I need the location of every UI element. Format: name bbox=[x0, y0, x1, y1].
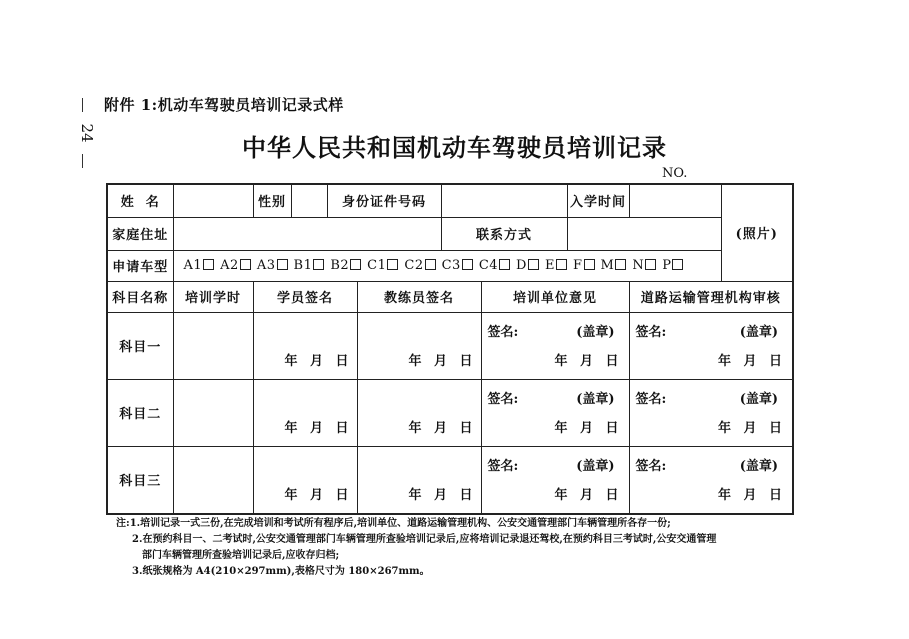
subject-2-student-sign[interactable]: 年 月 日 bbox=[253, 379, 357, 446]
subject-3-school-opinion[interactable] bbox=[481, 446, 629, 514]
record-number-label: NO. bbox=[662, 166, 688, 181]
sign-label: 签名: bbox=[487, 391, 519, 407]
car-type-b2-checkbox[interactable] bbox=[350, 259, 361, 270]
car-type-f-label: F bbox=[572, 258, 583, 273]
car-type-c4-label: C4 bbox=[478, 258, 499, 273]
header-authority-review: 道路运输管理机构审核 bbox=[629, 281, 793, 312]
subject-3-label: 科目三 bbox=[107, 446, 173, 514]
side-dash-top bbox=[82, 98, 83, 112]
car-type-c4-checkbox[interactable] bbox=[499, 259, 510, 270]
subject-row-1 bbox=[107, 312, 793, 379]
date-label: 年 月 日 bbox=[717, 353, 783, 369]
date-label: 年 月 日 bbox=[554, 353, 619, 369]
enroll-date-label: 入学时间 bbox=[567, 184, 629, 217]
subject-row-3 bbox=[107, 446, 793, 514]
car-type-d-checkbox[interactable] bbox=[528, 259, 539, 270]
car-type-c1-label: C1 bbox=[367, 258, 387, 273]
car-type-p-label: P bbox=[662, 258, 672, 273]
car-type-m-label: M bbox=[600, 258, 615, 273]
stamp-label: (盖章) bbox=[739, 458, 779, 474]
header-student-signature: 学员签名 bbox=[253, 281, 357, 312]
subject-row-2 bbox=[107, 379, 793, 446]
date-label: 年 月 日 bbox=[554, 487, 619, 503]
car-type-p-checkbox[interactable] bbox=[672, 259, 683, 270]
date-label: 年 月 日 bbox=[717, 487, 783, 503]
car-type-b2-label: B2 bbox=[330, 258, 350, 273]
note-2-continued: 部门车辆管理所查验培训记录后,应收存归档; bbox=[142, 550, 340, 561]
training-record-table bbox=[106, 183, 794, 515]
sign-label: 签名: bbox=[487, 324, 519, 340]
enroll-date-field[interactable] bbox=[629, 184, 721, 217]
gender-label: 性别 bbox=[253, 184, 291, 217]
page-number: 24 bbox=[78, 123, 96, 143]
name-field[interactable] bbox=[173, 184, 253, 217]
car-type-n-checkbox[interactable] bbox=[645, 259, 656, 270]
stamp-label: (盖章) bbox=[739, 391, 779, 407]
subject-3-authority-review[interactable] bbox=[629, 446, 793, 514]
footnotes bbox=[116, 516, 716, 580]
car-type-c2-checkbox[interactable] bbox=[425, 259, 436, 270]
subject-2-authority-review[interactable] bbox=[629, 379, 793, 446]
subject-3-coach-sign[interactable]: 年 月 日 bbox=[357, 446, 481, 514]
car-type-n-label: N bbox=[632, 258, 645, 273]
sign-label: 签名: bbox=[635, 458, 667, 474]
attachment-label: 附件 1:机动车驾驶员培训记录式样 bbox=[104, 96, 344, 114]
photo-area: (照片) bbox=[721, 184, 793, 281]
address-field[interactable] bbox=[173, 217, 441, 250]
car-type-label: 申请车型 bbox=[107, 250, 173, 281]
car-type-c1-checkbox[interactable] bbox=[387, 259, 398, 270]
car-type-m-checkbox[interactable] bbox=[615, 259, 626, 270]
subject-2-label: 科目二 bbox=[107, 379, 173, 446]
header-school-opinion: 培训单位意见 bbox=[481, 281, 629, 312]
id-number-label: 身份证件号码 bbox=[327, 184, 441, 217]
gender-field[interactable] bbox=[291, 184, 327, 217]
id-number-field[interactable] bbox=[441, 184, 567, 217]
car-type-e-checkbox[interactable] bbox=[556, 259, 567, 270]
address-label: 家庭住址 bbox=[107, 217, 173, 250]
car-type-c3-checkbox[interactable] bbox=[462, 259, 473, 270]
subject-2-coach-sign[interactable]: 年 月 日 bbox=[357, 379, 481, 446]
sign-label: 签名: bbox=[487, 458, 519, 474]
sign-label: 签名: bbox=[635, 391, 667, 407]
car-type-c2-label: C2 bbox=[404, 258, 424, 273]
sign-label: 签名: bbox=[635, 324, 667, 340]
subject-1-authority-review[interactable] bbox=[629, 312, 793, 379]
car-type-e-label: E bbox=[544, 258, 555, 273]
car-type-f-checkbox[interactable] bbox=[584, 259, 595, 270]
car-type-a1-label: A1 bbox=[183, 258, 203, 273]
name-label: 姓 名 bbox=[107, 184, 173, 217]
subject-2-school-opinion[interactable] bbox=[481, 379, 629, 446]
contact-label: 联系方式 bbox=[441, 217, 567, 250]
car-type-a3-checkbox[interactable] bbox=[277, 259, 288, 270]
stamp-label: (盖章) bbox=[576, 458, 615, 474]
subject-3-hours[interactable] bbox=[173, 446, 253, 514]
stamp-label: (盖章) bbox=[739, 324, 779, 340]
header-subject: 科目名称 bbox=[107, 281, 173, 312]
car-type-c3-label: C3 bbox=[441, 258, 461, 273]
subject-1-label: 科目一 bbox=[107, 312, 173, 379]
car-type-a3-label: A3 bbox=[256, 258, 276, 273]
subject-3-student-sign[interactable]: 年 月 日 bbox=[253, 446, 357, 514]
subject-1-school-opinion[interactable] bbox=[481, 312, 629, 379]
subject-1-hours[interactable] bbox=[173, 312, 253, 379]
subject-1-coach-sign[interactable]: 年 月 日 bbox=[357, 312, 481, 379]
car-type-a2-label: A2 bbox=[220, 258, 239, 273]
note-1: 注:1.培训记录一式三份,在完成培训和考试所有程序后,培训单位、道路运输管理机构、公安交通管理部门车辆管理所各存一份; bbox=[116, 518, 671, 529]
note-3: 3.纸张规格为 A4(210×297mm),表格尺寸为 180×267mm。 bbox=[132, 566, 430, 577]
date-label: 年 月 日 bbox=[717, 420, 783, 436]
stamp-label: (盖章) bbox=[576, 391, 615, 407]
header-coach-signature: 教练员签名 bbox=[357, 281, 481, 312]
form-title: 中华人民共和国机动车驾驶员培训记录 bbox=[242, 133, 667, 162]
car-type-b1-label: B1 bbox=[293, 258, 313, 273]
stamp-label: (盖章) bbox=[576, 324, 615, 340]
subject-2-hours[interactable] bbox=[173, 379, 253, 446]
car-type-options bbox=[173, 250, 721, 281]
date-label: 年 月 日 bbox=[554, 420, 619, 436]
car-type-d-label: D bbox=[516, 258, 527, 273]
subject-1-student-sign[interactable]: 年 月 日 bbox=[253, 312, 357, 379]
car-type-b1-checkbox[interactable] bbox=[313, 259, 324, 270]
header-training-hours: 培训学时 bbox=[173, 281, 253, 312]
contact-field[interactable] bbox=[567, 217, 721, 250]
car-type-a1-checkbox[interactable] bbox=[203, 259, 214, 270]
note-2: 2.在预约科目一、二考试时,公安交通管理部门车辆管理所查验培训记录后,应将培训记录退还驾校,在预约科目三考试时,公安交通管理 bbox=[132, 534, 717, 545]
car-type-a2-checkbox[interactable] bbox=[240, 259, 251, 270]
